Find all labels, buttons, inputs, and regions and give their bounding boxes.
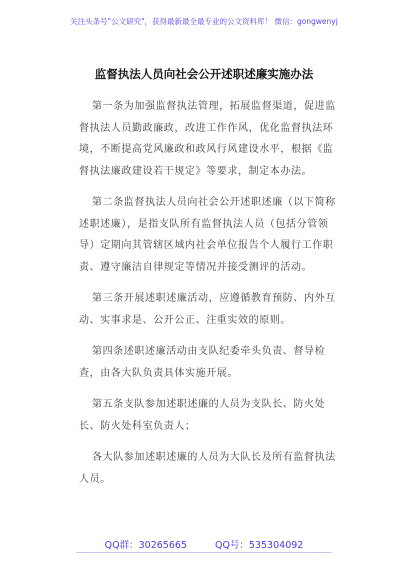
article-5-text: 第五条支队参加述职述廉的人员为支队长、防火处长、防火处科室负责人； bbox=[79, 399, 326, 432]
footer-qq-group: QQ群：30265665 bbox=[104, 540, 187, 551]
article-2 bbox=[79, 192, 337, 278]
footer-divider bbox=[76, 552, 332, 553]
article-5-continued-text: 各大队参加述职述廉的人员为大队长及所有监督执法人员。 bbox=[79, 452, 336, 485]
article-1 bbox=[79, 96, 337, 182]
article-2-text: 第二条监督执法人员向社会公开述职述廉（以下简称述职述廉），是指支队所有监督执法人员（包括分管领导）定期向其管辖区域内社会单位报告个人履行工作职责、遵守廉洁自律规定等情况并接受测评的活动。 bbox=[79, 197, 336, 273]
article-3-text: 第三条开展述职述廉活动，应遵循教育预防、内外互动、实事求是、公开公正、注重实效的原则。 bbox=[79, 293, 336, 326]
header-note: 关注头条号"公文研究"，获得最新最全最专业的公文资料库！ 微信：gongwenyj bbox=[70, 17, 338, 26]
article-5-continued bbox=[79, 447, 337, 490]
article-3 bbox=[79, 288, 337, 331]
footer-contact bbox=[0, 537, 408, 551]
footer-qq: QQ号：535304092 bbox=[214, 540, 304, 551]
article-5 bbox=[79, 394, 337, 437]
article-1-text: 第一条为加强监督执法管理，拓展监督渠道，促进监督执法人员勤政廉政，改进工作作风，优化监督执法环境，不断提高党风廉政和政风行风建设水平，根据《监督执法廉政建设若干规定》等要求，制定本办法。 bbox=[79, 101, 336, 177]
document-body bbox=[79, 96, 337, 500]
article-4 bbox=[79, 341, 337, 384]
article-4-text: 第四条述职述廉活动由支队纪委牵头负责、督导检查，由各大队负责具体实施开展。 bbox=[79, 346, 326, 379]
document-title: 监督执法人员向社会公开述职述廉实施办法 bbox=[94, 67, 314, 81]
